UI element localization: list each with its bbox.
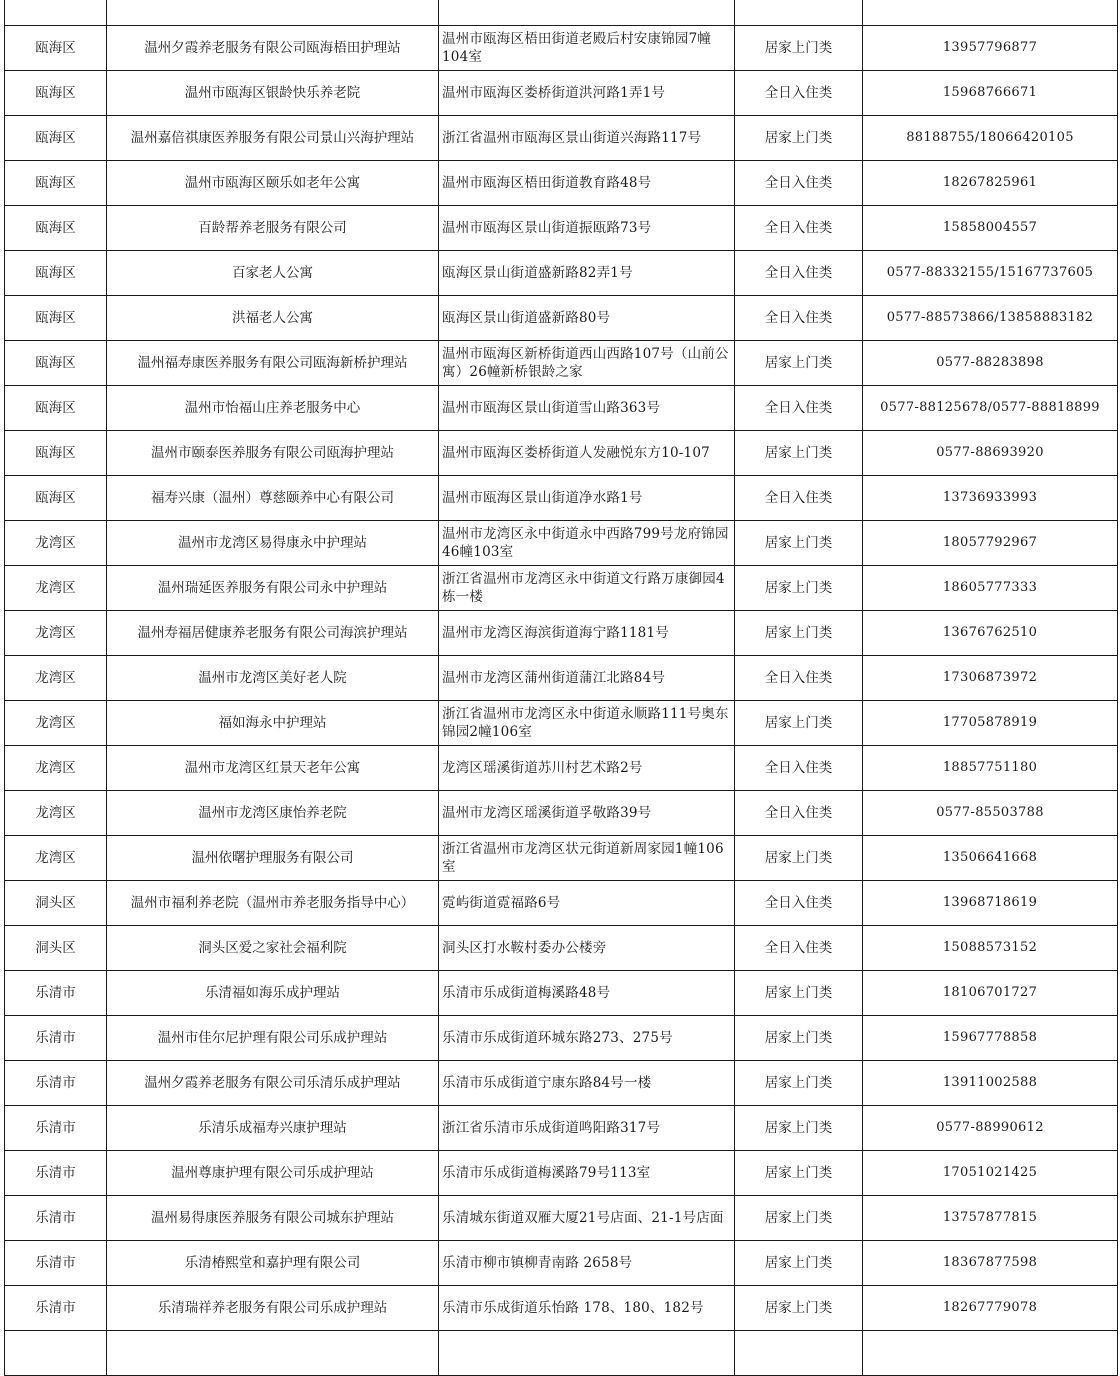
service-type-cell: 全日入住类 [735, 746, 863, 791]
address-cell: 浙江省温州市龙湾区永中街道永顺路111号奥东锦园2幢106室 [439, 701, 735, 746]
district-cell: 乐清市 [5, 1151, 107, 1196]
table-row [5, 476, 1118, 521]
address-cell: 温州市龙湾区海滨街道海宁路1181号 [439, 611, 735, 656]
institution-name-cell: 温州市龙湾区易得康永中护理站 [107, 521, 439, 566]
address-cell: 乐清市乐成街道梅溪路48号 [439, 971, 735, 1016]
service-type-cell: 全日入住类 [735, 206, 863, 251]
district-cell [5, 0, 107, 26]
institution-name-cell: 温州夕霞养老服务有限公司瓯海梧田护理站 [107, 26, 439, 71]
address-cell: 乐清市乐成街道乐怡路 178、180、182号 [439, 1286, 735, 1331]
service-type-cell: 全日入住类 [735, 656, 863, 701]
district-cell: 瓯海区 [5, 116, 107, 161]
service-type-cell: 全日入住类 [735, 881, 863, 926]
table-row [5, 701, 1118, 746]
phone-cell: 18106701727 [863, 971, 1118, 1016]
service-type-cell: 居家上门类 [735, 1241, 863, 1286]
phone-cell: 18605777333 [863, 566, 1118, 611]
institution-name-cell: 温州瑞延医养服务有限公司永中护理站 [107, 566, 439, 611]
phone-cell: 18367877598 [863, 1241, 1118, 1286]
address-cell: 瓯海区景山街道盛新路80号 [439, 296, 735, 341]
phone-cell: 0577-88573866/13858883182 [863, 296, 1118, 341]
district-cell: 瓯海区 [5, 206, 107, 251]
address-cell: 温州市瓯海区新桥街道西山西路107号（山前公寓）26幢新桥银龄之家 [439, 341, 735, 386]
table-row [5, 71, 1118, 116]
address-cell: 瓯海区景山街道盛新路82弄1号 [439, 251, 735, 296]
service-type-cell: 居家上门类 [735, 1061, 863, 1106]
district-cell: 瓯海区 [5, 341, 107, 386]
institution-name-cell: 乐清椿熙堂和嘉护理有限公司 [107, 1241, 439, 1286]
service-type-cell: 全日入住类 [735, 926, 863, 971]
institution-name-cell: 洞头区爱之家社会福利院 [107, 926, 439, 971]
service-type-cell: 全日入住类 [735, 71, 863, 116]
district-cell: 乐清市 [5, 1196, 107, 1241]
phone-cell: 13676762510 [863, 611, 1118, 656]
phone-cell: 0577-88693920 [863, 431, 1118, 476]
address-cell: 洞头区打水鞍村委办公楼旁 [439, 926, 735, 971]
institution-name-cell: 温州市龙湾区红景天老年公寓 [107, 746, 439, 791]
table-row [5, 1016, 1118, 1061]
institution-name-cell: 温州市瓯海区颐乐如老年公寓 [107, 161, 439, 206]
service-type-cell: 居家上门类 [735, 521, 863, 566]
institution-name-cell: 温州市颐泰医养服务有限公司瓯海护理站 [107, 431, 439, 476]
address-cell: 龙湾区瑶溪街道苏川村艺术路2号 [439, 746, 735, 791]
table-row [5, 431, 1118, 476]
table-row [5, 1241, 1118, 1286]
district-cell: 龙湾区 [5, 656, 107, 701]
phone-cell: 17306873972 [863, 656, 1118, 701]
service-type-cell: 居家上门类 [735, 26, 863, 71]
table-row [5, 116, 1118, 161]
district-cell: 洞头区 [5, 881, 107, 926]
service-type-cell: 居家上门类 [735, 1286, 863, 1331]
district-cell: 瓯海区 [5, 296, 107, 341]
table-row [5, 791, 1118, 836]
district-cell: 龙湾区 [5, 746, 107, 791]
address-cell: 温州市龙湾区蒲州街道蒲江北路84号 [439, 656, 735, 701]
district-cell: 瓯海区 [5, 71, 107, 116]
district-cell: 龙湾区 [5, 566, 107, 611]
service-type-cell [735, 1331, 863, 1376]
district-cell: 乐清市 [5, 1106, 107, 1151]
address-cell: 浙江省温州市龙湾区状元街道新周家园1幢106室 [439, 836, 735, 881]
institution-name-cell: 乐清福如海乐成护理站 [107, 971, 439, 1016]
address-cell: 温州市瓯海区景山街道振瓯路73号 [439, 206, 735, 251]
service-type-cell [735, 0, 863, 26]
institution-name-cell: 温州寿福居健康养老服务有限公司海滨护理站 [107, 611, 439, 656]
table-row [5, 1331, 1118, 1376]
institution-name-cell: 福寿兴康（温州）尊慈颐养中心有限公司 [107, 476, 439, 521]
address-cell: 乐清市乐成街道环城东路273、275号 [439, 1016, 735, 1061]
institution-name-cell: 洪福老人公寓 [107, 296, 439, 341]
table-row [5, 971, 1118, 1016]
district-cell: 龙湾区 [5, 791, 107, 836]
phone-cell: 15967778858 [863, 1016, 1118, 1061]
phone-cell: 13911002588 [863, 1061, 1118, 1106]
address-cell: 温州市瓯海区娄桥街道人发融悦东方10-107 [439, 431, 735, 476]
service-type-cell: 居家上门类 [735, 116, 863, 161]
district-cell: 乐清市 [5, 971, 107, 1016]
phone-cell: 15088573152 [863, 926, 1118, 971]
phone-cell: 13957796877 [863, 26, 1118, 71]
institution-name-cell: 温州依曙护理服务有限公司 [107, 836, 439, 881]
table-row [5, 206, 1118, 251]
institution-name-cell: 乐清乐成福寿兴康护理站 [107, 1106, 439, 1151]
service-type-cell: 居家上门类 [735, 611, 863, 656]
table-row [5, 1151, 1118, 1196]
district-cell: 乐清市 [5, 1061, 107, 1106]
district-cell: 龙湾区 [5, 836, 107, 881]
table-row [5, 611, 1118, 656]
district-cell: 龙湾区 [5, 701, 107, 746]
institution-name-cell: 温州市佳尔尼护理有限公司乐成护理站 [107, 1016, 439, 1061]
phone-cell: 13757877815 [863, 1196, 1118, 1241]
table-row [5, 881, 1118, 926]
institution-name-cell: 温州夕霞养老服务有限公司乐清乐成护理站 [107, 1061, 439, 1106]
service-type-cell: 居家上门类 [735, 1106, 863, 1151]
district-cell: 洞头区 [5, 926, 107, 971]
service-type-cell: 全日入住类 [735, 161, 863, 206]
address-cell: 浙江省温州市龙湾区永中街道文行路万康御园4栋一楼 [439, 566, 735, 611]
table-row [5, 251, 1118, 296]
institution-name-cell: 温州市龙湾区康怡养老院 [107, 791, 439, 836]
service-type-cell: 全日入住类 [735, 791, 863, 836]
address-cell: 浙江省乐清市乐成街道鸣阳路317号 [439, 1106, 735, 1151]
address-cell: 浙江省温州市瓯海区景山街道兴海路117号 [439, 116, 735, 161]
table-row [5, 746, 1118, 791]
table-row [5, 1106, 1118, 1151]
elderly-care-institution-table [4, 0, 1118, 1376]
phone-cell: 0577-85503788 [863, 791, 1118, 836]
address-cell: 温州市瓯海区娄桥街道洪河路1弄1号 [439, 71, 735, 116]
address-cell: 乐清城东街道双雁大厦21号店面、21-1号店面 [439, 1196, 735, 1241]
district-cell: 瓯海区 [5, 161, 107, 206]
phone-cell: 0577-88125678/0577-88818899 [863, 386, 1118, 431]
phone-cell: 18857751180 [863, 746, 1118, 791]
institution-name-cell: 温州尊康护理有限公司乐成护理站 [107, 1151, 439, 1196]
address-cell: 乐清市乐成街道梅溪路79号113室 [439, 1151, 735, 1196]
district-cell: 乐清市 [5, 1286, 107, 1331]
district-cell: 瓯海区 [5, 431, 107, 476]
phone-cell [863, 0, 1118, 26]
table-row [5, 0, 1118, 26]
service-type-cell: 居家上门类 [735, 1016, 863, 1061]
address-cell: 乐清市柳市镇柳青南路 2658号 [439, 1241, 735, 1286]
district-cell: 乐清市 [5, 1016, 107, 1061]
table-body [5, 0, 1118, 1376]
phone-cell: 0577-88332155/15167737605 [863, 251, 1118, 296]
address-cell: 霓屿街道霓福路6号 [439, 881, 735, 926]
institution-name-cell: 乐清瑞祥养老服务有限公司乐成护理站 [107, 1286, 439, 1331]
table-row [5, 521, 1118, 566]
address-cell: 温州市瓯海区梧田街道教育路48号 [439, 161, 735, 206]
service-type-cell: 全日入住类 [735, 386, 863, 431]
table-row [5, 1286, 1118, 1331]
institution-name-cell: 温州嘉倍祺康医养服务有限公司景山兴海护理站 [107, 116, 439, 161]
district-cell: 瓯海区 [5, 251, 107, 296]
district-cell: 乐清市 [5, 1241, 107, 1286]
phone-cell: 18267779078 [863, 1286, 1118, 1331]
table-row [5, 161, 1118, 206]
table-row [5, 26, 1118, 71]
institution-name-cell: 温州市福利养老院（温州市养老服务指导中心） [107, 881, 439, 926]
phone-cell: 17051021425 [863, 1151, 1118, 1196]
district-cell: 瓯海区 [5, 476, 107, 521]
address-cell: 温州市瓯海区景山街道雪山路363号 [439, 386, 735, 431]
district-cell: 瓯海区 [5, 386, 107, 431]
table-row [5, 1196, 1118, 1241]
address-cell: 乐清市乐成街道宁康东路84号一楼 [439, 1061, 735, 1106]
service-type-cell: 居家上门类 [735, 836, 863, 881]
institution-name-cell: 温州市怡福山庄养老服务中心 [107, 386, 439, 431]
address-cell: 温州市瓯海区景山街道净水路1号 [439, 476, 735, 521]
service-type-cell: 全日入住类 [735, 296, 863, 341]
phone-cell: 0577-88283898 [863, 341, 1118, 386]
address-cell: 温州市龙湾区瑶溪街道孚敬路39号 [439, 791, 735, 836]
phone-cell: 13506641668 [863, 836, 1118, 881]
institution-name-cell: 温州市龙湾区美好老人院 [107, 656, 439, 701]
phone-cell: 13736933993 [863, 476, 1118, 521]
phone-cell: 17705878919 [863, 701, 1118, 746]
table-row [5, 296, 1118, 341]
address-cell: 温州市龙湾区永中街道永中西路799号龙府锦园46幢103室 [439, 521, 735, 566]
phone-cell: 88188755/18066420105 [863, 116, 1118, 161]
phone-cell: 15968766671 [863, 71, 1118, 116]
institution-name-cell: 百龄帮养老服务有限公司 [107, 206, 439, 251]
service-type-cell: 全日入住类 [735, 251, 863, 296]
institution-name-cell: 福如海永中护理站 [107, 701, 439, 746]
table-row [5, 566, 1118, 611]
table-row [5, 836, 1118, 881]
phone-cell: 15858004557 [863, 206, 1118, 251]
service-type-cell: 居家上门类 [735, 431, 863, 476]
service-type-cell: 全日入住类 [735, 476, 863, 521]
phone-cell: 18057792967 [863, 521, 1118, 566]
address-cell [439, 1331, 735, 1376]
phone-cell: 0577-88990612 [863, 1106, 1118, 1151]
institution-name-cell: 温州市瓯海区银龄快乐养老院 [107, 71, 439, 116]
institution-name-cell: 温州福寿康医养服务有限公司瓯海新桥护理站 [107, 341, 439, 386]
district-cell: 瓯海区 [5, 26, 107, 71]
table-row [5, 1061, 1118, 1106]
service-type-cell: 居家上门类 [735, 701, 863, 746]
phone-cell [863, 1331, 1118, 1376]
service-type-cell: 居家上门类 [735, 566, 863, 611]
table-row [5, 341, 1118, 386]
service-type-cell: 居家上门类 [735, 1196, 863, 1241]
address-cell [439, 0, 735, 26]
institution-name-cell [107, 1331, 439, 1376]
district-cell: 龙湾区 [5, 611, 107, 656]
service-type-cell: 居家上门类 [735, 971, 863, 1016]
institution-name-cell: 温州易得康医养服务有限公司城东护理站 [107, 1196, 439, 1241]
address-cell: 温州市瓯海区梧田街道老殿后村安康锦园7幢104室 [439, 26, 735, 71]
district-cell: 龙湾区 [5, 521, 107, 566]
table-row [5, 926, 1118, 971]
service-type-cell: 居家上门类 [735, 341, 863, 386]
service-type-cell: 居家上门类 [735, 1151, 863, 1196]
district-cell [5, 1331, 107, 1376]
phone-cell: 18267825961 [863, 161, 1118, 206]
table-row [5, 386, 1118, 431]
phone-cell: 13968718619 [863, 881, 1118, 926]
institution-name-cell [107, 0, 439, 26]
institution-name-cell: 百家老人公寓 [107, 251, 439, 296]
table-row [5, 656, 1118, 701]
